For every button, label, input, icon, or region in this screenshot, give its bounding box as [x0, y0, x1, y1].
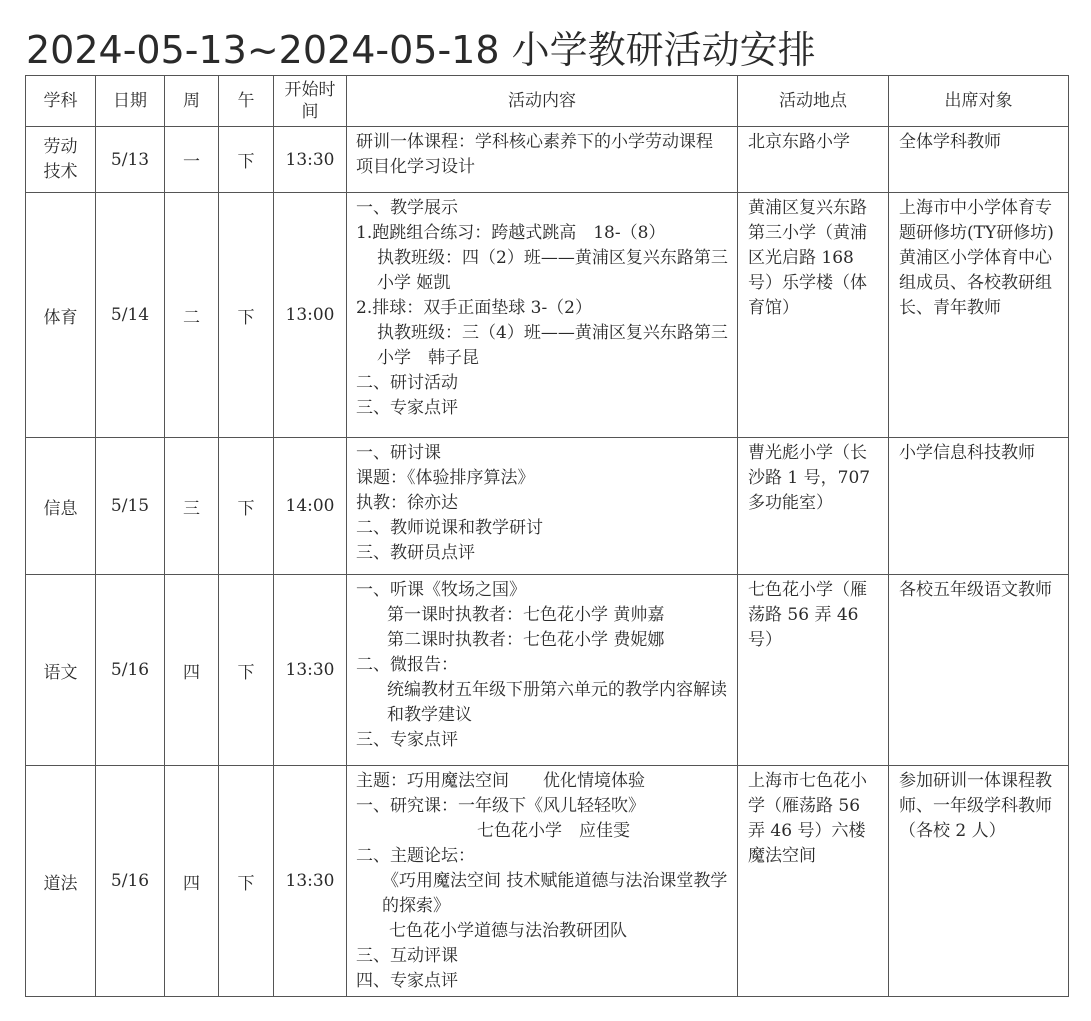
content-line: 三、互动评课 — [356, 946, 458, 966]
cell-content — [347, 193, 738, 438]
cell-weekday: 一 — [165, 127, 219, 193]
table-row — [26, 127, 1069, 193]
content-line: 课题：《体验排序算法》 — [356, 468, 535, 488]
cell-period: 下 — [219, 766, 274, 997]
cell-date: 5/14 — [96, 193, 165, 438]
content-line: 一、教学展示 — [356, 198, 458, 218]
cell-audience: 各校五年级语文教师 — [889, 575, 1069, 766]
cell-audience: 全体学科教师 — [889, 127, 1069, 193]
content-line: 二、微报告： — [356, 655, 458, 675]
table-row — [26, 575, 1069, 766]
cell-content — [347, 766, 738, 997]
cell-weekday: 三 — [165, 438, 219, 575]
content-line: 主题：巧用魔法空间 优化情境体验 — [356, 771, 645, 791]
cell-time: 13:30 — [274, 766, 347, 997]
content-line: 一、研究课：一年级下《风儿轻轻吹》 — [356, 796, 645, 816]
content-line: 七色花小学道德与法治教研团队 — [389, 921, 627, 941]
header-subject: 学科 — [26, 76, 96, 127]
header-content: 活动内容 — [347, 76, 738, 127]
cell-subject: 道法 — [26, 766, 96, 997]
cell-weekday: 二 — [165, 193, 219, 438]
schedule-table — [25, 75, 1069, 997]
header-date: 日期 — [96, 76, 165, 127]
cell-period: 下 — [219, 438, 274, 575]
cell-date: 5/15 — [96, 438, 165, 575]
cell-time: 13:30 — [274, 127, 347, 193]
cell-content — [347, 127, 738, 193]
content-line: 三、教研员点评 — [356, 543, 475, 563]
content-line: 1.跑跳组合练习：跨越式跳高 18-（8） — [356, 223, 666, 243]
cell-time: 14:00 — [274, 438, 347, 575]
cell-period: 下 — [219, 575, 274, 766]
content-line: 第一课时执教者：七色花小学 黄帅嘉 — [387, 605, 665, 625]
content-line: 二、研讨活动 — [356, 373, 458, 393]
cell-location: 黄浦区复兴东路第三小学（黄浦区光启路 168 号）乐学楼（体育馆） — [738, 193, 889, 438]
cell-content — [347, 575, 738, 766]
cell-period: 下 — [219, 193, 274, 438]
header-row — [26, 76, 1069, 127]
cell-location: 曹光彪小学（长沙路 1 号，707 多功能室） — [738, 438, 889, 575]
header-weekday: 周 — [165, 76, 219, 127]
content-line: 一、听课《牧场之国》 — [356, 580, 526, 600]
cell-weekday: 四 — [165, 575, 219, 766]
content-line: 《巧用魔法空间 技术赋能道德与法治课堂教学的探索》 — [382, 871, 728, 916]
cell-audience: 参加研训一体课程教师、一年级学科教师（各校 2 人） — [889, 766, 1069, 997]
content-line: 执教班级：四（2）班——黄浦区复兴东路第三小学 姬凯 — [377, 248, 728, 293]
cell-location: 七色花小学（雁荡路 56 弄 46 号） — [738, 575, 889, 766]
header-start-time: 开始时间 — [274, 76, 347, 127]
content-line: 二、教师说课和教学研讨 — [356, 518, 543, 538]
page-title: 2024-05-13~2024-05-18 小学教研活动安排 — [26, 28, 816, 72]
cell-weekday: 四 — [165, 766, 219, 997]
header-audience: 出席对象 — [889, 76, 1069, 127]
content-line: 四、专家点评 — [356, 971, 458, 991]
table-row — [26, 766, 1069, 997]
cell-date: 5/16 — [96, 575, 165, 766]
cell-audience: 小学信息科技教师 — [889, 438, 1069, 575]
content-line: 二、主题论坛： — [356, 846, 475, 866]
table-row — [26, 438, 1069, 575]
content-line: 2.排球：双手正面垫球 3-（2） — [356, 298, 592, 318]
content-line: 执教班级：三（4）班——黄浦区复兴东路第三小学 韩子昆 — [377, 323, 728, 368]
content-line: 三、专家点评 — [356, 398, 458, 418]
content-line: 统编教材五年级下册第六单元的教学内容解读和教学建议 — [387, 680, 727, 725]
content-line: 第二课时执教者：七色花小学 费妮娜 — [387, 630, 665, 650]
cell-date: 5/13 — [96, 127, 165, 193]
cell-location: 上海市七色花小学（雁荡路 56 弄 46 号）六楼魔法空间 — [738, 766, 889, 997]
cell-audience: 上海市中小学体育专题研修坊(TY研修坊) 黄浦区小学体育中心组成员、各校教研组长、青年教师 — [889, 193, 1069, 438]
cell-date: 5/16 — [96, 766, 165, 997]
header-period: 午 — [219, 76, 274, 127]
cell-subject: 信息 — [26, 438, 96, 575]
cell-subject: 语文 — [26, 575, 96, 766]
cell-period: 下 — [219, 127, 274, 193]
cell-subject: 劳动技术 — [26, 127, 96, 193]
content-line: 七色花小学 应佳雯 — [477, 821, 630, 841]
cell-time: 13:30 — [274, 575, 347, 766]
content-line: 研训一体课程：学科核心素养下的小学劳动课程项目化学习设计 — [356, 132, 713, 177]
cell-content — [347, 438, 738, 575]
header-location: 活动地点 — [738, 76, 889, 127]
cell-subject: 体育 — [26, 193, 96, 438]
content-line: 一、研讨课 — [356, 443, 441, 463]
table-row — [26, 193, 1069, 438]
content-line: 三、专家点评 — [356, 730, 458, 750]
cell-time: 13:00 — [274, 193, 347, 438]
content-line: 执教：徐亦达 — [356, 493, 458, 513]
cell-location: 北京东路小学 — [738, 127, 889, 193]
